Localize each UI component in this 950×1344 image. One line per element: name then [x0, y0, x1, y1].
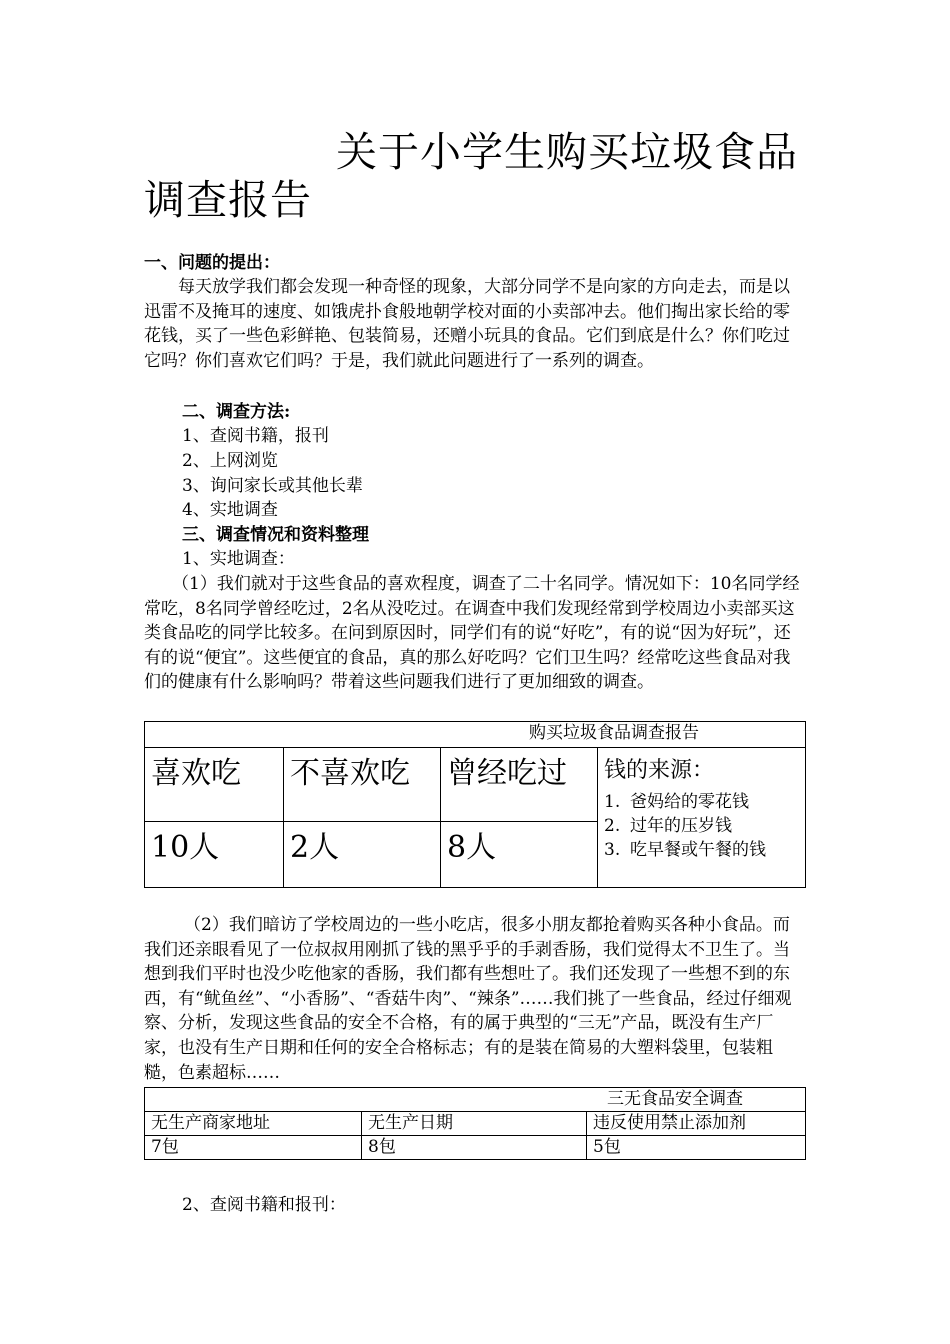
method-item: 4、实地调查	[182, 500, 278, 520]
method-item: 2、上网浏览	[182, 451, 278, 471]
table-header-cell: 曾经吃过	[441, 748, 598, 822]
table-header-cell: 无生产日期	[362, 1112, 587, 1136]
table-value-cell: 5包	[587, 1136, 806, 1160]
table-value-cell: 8包	[362, 1136, 587, 1160]
survey-paragraph-2: （2）我们暗访了学校周边的一些小吃店，很多小朋友都抢着购买各种小食品。而我们还亲眼看见了一位叔叔用刚抓了钱的黑乎乎的手剥香肠，我们觉得太不卫生了。当想到我们平时也没少吃他家的香肠，我们都有些想吐了。我们还发现了一些想不到的东西，有“鱿鱼丝”、“小香肠”、“香菇牛肉”、“辣条”……我们挑了一些食品，经过仔细观察、分析，发现这些食品的安全不合格，有的属于典型的“三无”产品，既没有生产厂家，也没有生产日期和任何的安全合格标志；有的是装在简易的大塑料袋里，包装粗糙，色素超标……	[144, 915, 792, 1083]
doc-title-line1: 关于小学生购买垃圾食品	[336, 128, 798, 176]
three-no-food-table	[144, 1087, 806, 1160]
table-header-cell: 无生产商家地址	[145, 1112, 362, 1136]
section1-paragraph: 每天放学我们都会发现一种奇怪的现象，大部分同学不是向家的方向走去，而是以迅雷不及掩耳的速度、如饿虎扑食般地朝学校对面的小卖部冲去。他们掏出家长给的零花钱，买了一些色彩鲜艳、包装简易，还赠小玩具的食品。它们到底是什么？你们吃过它吗？你们喜欢它们吗？于是，我们就此问题进行了一系列的调查。	[144, 277, 790, 371]
table-value-cell: 2人	[284, 822, 441, 888]
survey-paragraph-1: （1）我们就对于这些食品的喜欢程度，调查了二十名同学。情况如下：10名同学经常吃，8名同学曾经吃过，2名从没吃过。在调查中我们发现经常到学校周边小卖部买这类食品吃的同学比较多。在问到原因时，同学们有的说“好吃”，有的说“因为好玩”，还有的说“便宜”。这些便宜的食品，真的那么好吃吗？它们卫生吗？经常吃这些食品对我们的健康有什么影响吗？带着这些问题我们进行了更加细致的调查。	[144, 574, 800, 693]
subsection-heading: 2、查阅书籍和报刊：	[182, 1195, 346, 1215]
section1-heading: 一、问题的提出：	[144, 253, 280, 273]
table-caption: 购买垃圾食品调查报告	[145, 722, 806, 748]
section3-heading: 三、调查情况和资料整理	[182, 525, 369, 545]
table-caption: 三无食品安全调查	[145, 1088, 806, 1112]
table-header-cell: 不喜欢吃	[284, 748, 441, 822]
table-header-cell: 喜欢吃	[145, 748, 284, 822]
list-item: 2. 过年的压岁钱	[604, 816, 732, 836]
doc-title-line2: 调查报告	[144, 176, 312, 224]
money-source-list	[604, 790, 799, 862]
list-item: 1. 爸妈给的零花钱	[604, 792, 749, 812]
list-item: 3. 吃早餐或午餐的钱	[604, 840, 766, 860]
table-value-cell: 10人	[145, 822, 284, 888]
preference-survey-table	[144, 721, 806, 888]
method-item: 1、查阅书籍，报刊	[182, 426, 329, 446]
subsection-heading: 1、实地调查：	[182, 549, 295, 569]
method-item: 3、询问家长或其他长辈	[182, 476, 363, 496]
table-value-cell: 8人	[441, 822, 598, 888]
table-value-cell: 7包	[145, 1136, 362, 1160]
section2-heading: 二、调查方法:	[182, 402, 291, 422]
table-header-cell: 违反使用禁止添加剂	[587, 1112, 806, 1136]
money-source-title: 钱的来源：	[604, 758, 715, 783]
money-source-cell	[598, 748, 806, 888]
